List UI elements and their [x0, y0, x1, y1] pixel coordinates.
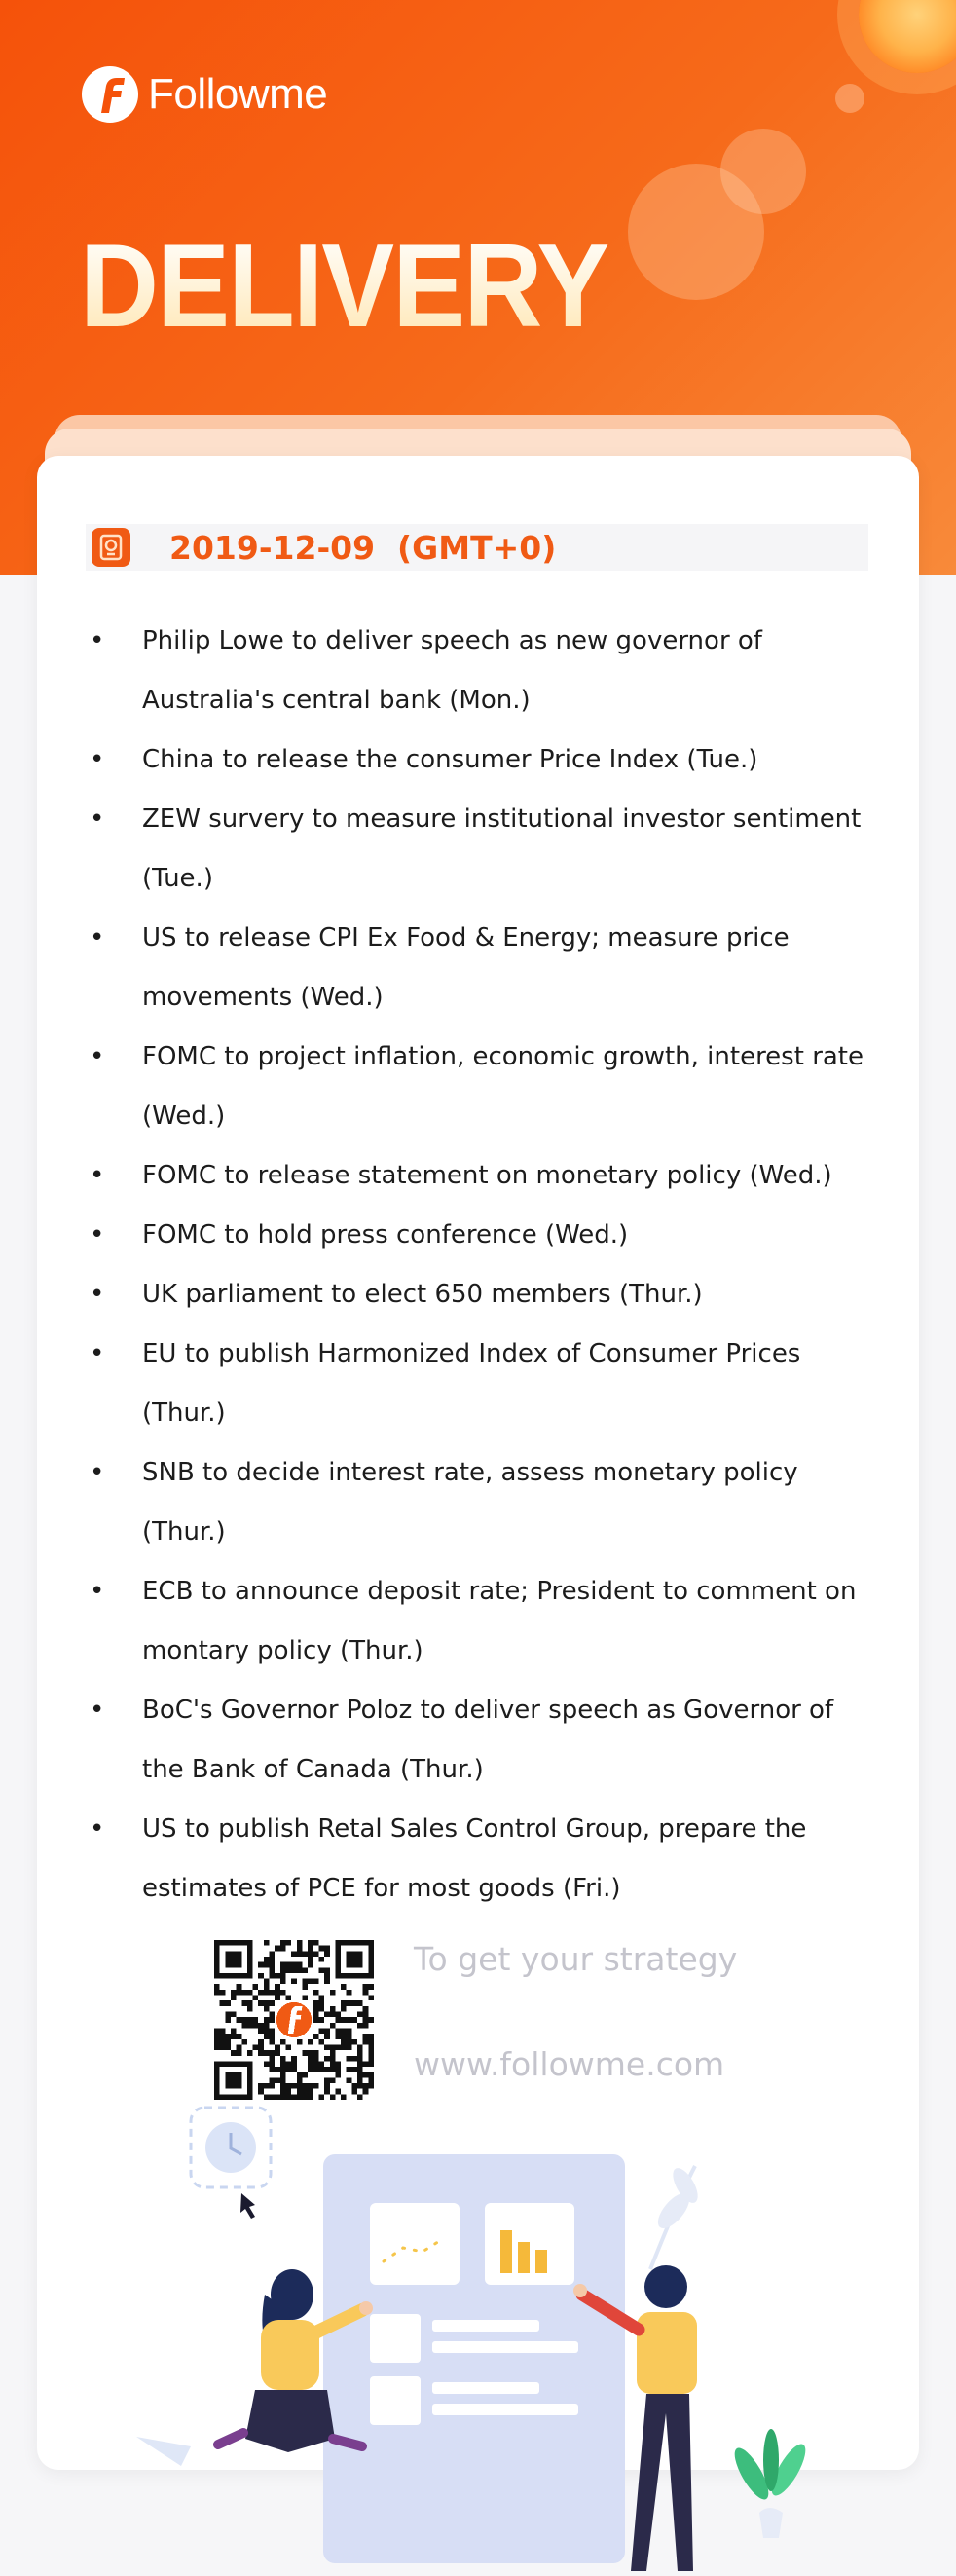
leaf-decoration [650, 2164, 703, 2269]
event-text: BoC's Governor Poloz to deliver speech as Governor of the Bank of Canada (Thur.) [142, 1696, 834, 1784]
bullet-icon: • [90, 1339, 105, 1368]
event-text: US to publish Retal Sales Control Group, prepare the estimates of PCE for most goods (Fri.) [142, 1814, 807, 1903]
event-text: FOMC to project inflation, economic growth, interest rate (Wed.) [142, 1042, 864, 1131]
brand-name: Followme [148, 70, 328, 118]
cta-text: To get your strategy [414, 1940, 738, 1978]
bullet-icon: • [90, 1458, 105, 1487]
bullet-icon: • [90, 1280, 105, 1309]
bullet-icon: • [90, 626, 105, 655]
list-item [90, 909, 878, 1027]
date-header [86, 524, 868, 571]
event-text: Philip Lowe to deliver speech as new governor of Australia's central bank (Mon.) [142, 626, 762, 715]
list-item [90, 1206, 878, 1265]
list-item [90, 790, 878, 909]
bullet-icon: • [90, 1161, 105, 1190]
event-text: UK parliament to elect 650 members (Thur.) [142, 1280, 703, 1309]
bullet-icon: • [90, 1220, 105, 1250]
dashboard-board [323, 2154, 625, 2563]
list-item [90, 1562, 878, 1681]
event-text: SNB to decide interest rate, assess monetary policy (Thur.) [142, 1458, 798, 1547]
list-item [90, 1681, 878, 1800]
calendar-badge-icon [92, 528, 130, 567]
bullet-icon: • [90, 1042, 105, 1071]
followme-logo-icon [80, 64, 140, 125]
list-item [90, 1027, 878, 1146]
event-text: US to release CPI Ex Food & Energy; measure price movements (Wed.) [142, 923, 790, 1012]
page-title: DELIVERY [80, 219, 608, 352]
list-item [90, 1443, 878, 1562]
date-label: 2019-12-09 (GMT+0) [169, 528, 557, 567]
event-text: FOMC to hold press conference (Wed.) [142, 1220, 629, 1250]
bubble-decoration [835, 84, 864, 113]
paper-decoration [136, 2437, 191, 2466]
qr-code[interactable] [214, 1940, 374, 2100]
bullet-icon: • [90, 804, 105, 834]
brand-logo[interactable] [80, 64, 327, 125]
bullet-icon: • [90, 1696, 105, 1725]
list-item [90, 1265, 878, 1325]
bullet-icon: • [90, 745, 105, 774]
event-text: ECB to announce deposit rate; President to comment on montary policy (Thur.) [142, 1577, 857, 1665]
bullet-icon: • [90, 1814, 105, 1844]
clock-icon [191, 2108, 271, 2219]
bullet-icon: • [90, 1577, 105, 1606]
list-item [90, 1325, 878, 1443]
event-text: China to release the consumer Price Index (Tue.) [142, 745, 758, 774]
illustration [0, 2104, 956, 2576]
event-text: EU to publish Harmonized Index of Consumer Prices (Thur.) [142, 1339, 801, 1428]
event-text: ZEW survery to measure institutional investor sentiment (Tue.) [142, 804, 862, 893]
bullet-icon: • [90, 923, 105, 952]
event-list [90, 612, 878, 1919]
event-text: FOMC to release statement on monetary policy (Wed.) [142, 1161, 832, 1190]
list-item [90, 1800, 878, 1919]
plant-decoration [728, 2429, 811, 2538]
list-item [90, 730, 878, 790]
list-item [90, 1146, 878, 1206]
website-link[interactable]: www.followme.com [414, 2045, 725, 2083]
list-item [90, 612, 878, 730]
sun-decoration [859, 0, 956, 73]
bubble-decoration [720, 129, 806, 214]
